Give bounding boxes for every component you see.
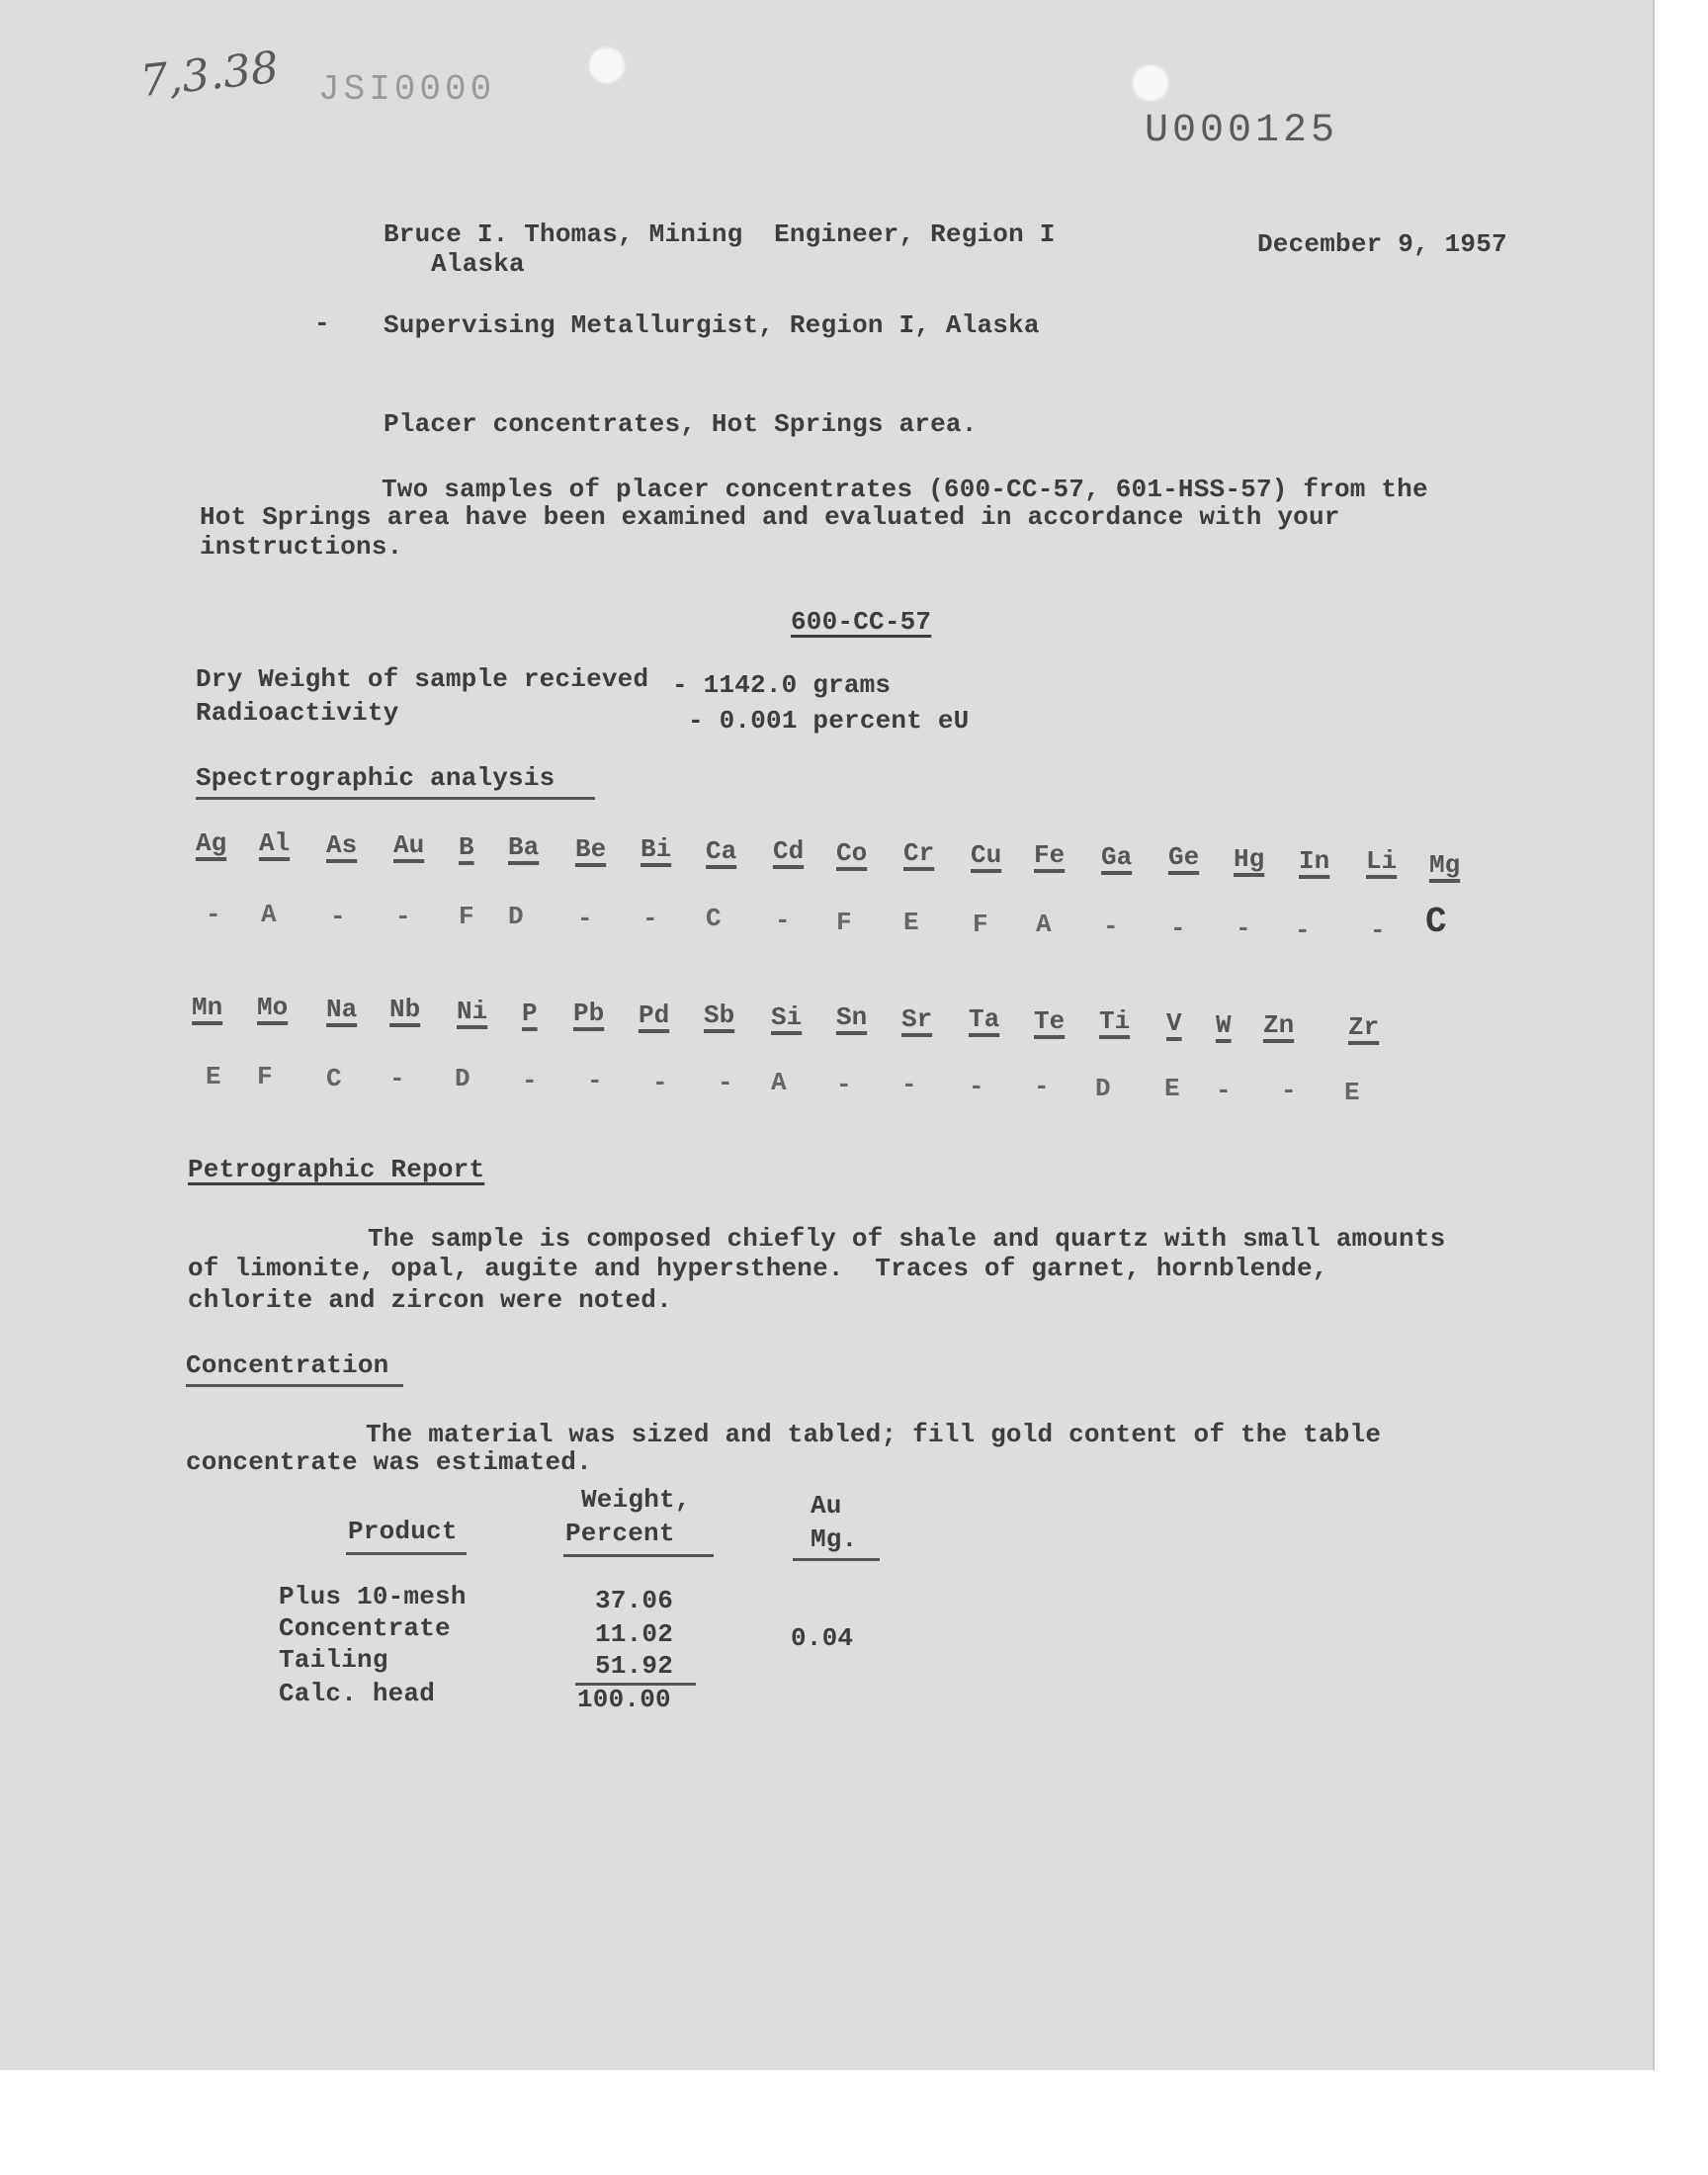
element-mo-1: Mo <box>257 993 289 1022</box>
grade-dash-17: - <box>1281 1076 1297 1105</box>
sample-id-heading: 600-CC-57 <box>791 607 932 637</box>
grade-d-14: D <box>1095 1074 1111 1103</box>
row-weight-4: 100.00 <box>577 1685 671 1714</box>
petro-line-2: of limonite, opal, augite and hypersthene. Traces of garnet, hornblende, <box>188 1254 1328 1283</box>
element-li-18: Li <box>1366 846 1398 876</box>
grade-c-8: C <box>706 904 722 933</box>
element-pb-6: Pb <box>573 999 605 1028</box>
spectro-heading-underline <box>196 797 595 800</box>
grade-a-13: A <box>1036 910 1052 939</box>
memo-date: December 9, 1957 <box>1257 229 1507 259</box>
grade-a-9: A <box>771 1068 787 1097</box>
grade-dash-6: - <box>577 904 593 933</box>
element-au-3: Au <box>393 830 425 860</box>
grade-dash-10: - <box>836 1070 852 1099</box>
col-au-header-1: Au <box>811 1491 842 1521</box>
element-in-17: In <box>1299 846 1330 876</box>
element-w-16: W <box>1216 1010 1232 1040</box>
element-al-1: Al <box>259 828 291 858</box>
grade-dash-5: - <box>522 1066 538 1095</box>
row-product-2: Concentrate <box>279 1613 451 1643</box>
element-cd-9: Cd <box>773 836 805 866</box>
grade-dash-3: - <box>395 902 411 931</box>
from-dash: - <box>314 308 330 338</box>
grade-dash-9: - <box>775 906 791 935</box>
grade-d-4: D <box>455 1064 470 1093</box>
grade-dash-18: - <box>1370 915 1386 945</box>
concentration-heading: Concentration <box>186 1350 389 1380</box>
element-ba-5: Ba <box>508 832 540 862</box>
row-weight-2: 11.02 <box>595 1619 674 1649</box>
faint-stamp-number: JSI0000 <box>318 69 496 110</box>
grade-dash-6: - <box>587 1066 603 1095</box>
element-sn-10: Sn <box>836 1002 868 1032</box>
element-as-2: As <box>326 830 358 860</box>
element-bi-7: Bi <box>640 834 672 864</box>
element-si-9: Si <box>771 1002 803 1032</box>
grade-dash-8: - <box>718 1068 733 1097</box>
grade-dash-16: - <box>1236 914 1251 943</box>
element-co-10: Co <box>836 838 868 868</box>
row-product-4: Calc. head <box>279 1679 436 1708</box>
row-weight-3: 51.92 <box>595 1651 674 1681</box>
element-fe-13: Fe <box>1034 840 1066 870</box>
grade-c-2: C <box>326 1064 342 1093</box>
subject-line: Placer concentrates, Hot Springs area. <box>384 409 978 439</box>
element-zn-17: Zn <box>1263 1010 1295 1040</box>
petro-heading: Petrographic Report <box>188 1155 485 1184</box>
grade-e-0: E <box>206 1062 221 1091</box>
grade-f-4: F <box>459 902 474 931</box>
intro-line-1: Two samples of placer concentrates (600-CC-57, 601-HSS-57) from the <box>382 475 1428 504</box>
grade-dash-7: - <box>652 1068 668 1097</box>
element-sb-8: Sb <box>704 1000 735 1030</box>
concentration-line-1: The material was sized and tabled; fill gold content of the table <box>366 1420 1382 1449</box>
petro-line-1: The sample is composed chiefly of shale and quartz with small amounts <box>368 1224 1446 1254</box>
grade-dash-0: - <box>206 900 221 929</box>
col-au-header-2: Mg. <box>811 1524 858 1554</box>
grade-c-19: C <box>1425 902 1447 942</box>
au-header-underline <box>793 1558 880 1561</box>
grade-dash-13: - <box>1034 1072 1050 1101</box>
element-ti-14: Ti <box>1099 1006 1131 1036</box>
element-na-2: Na <box>326 995 358 1024</box>
element-hg-16: Hg <box>1234 844 1265 874</box>
col-weight-header-2: Percent <box>565 1519 675 1548</box>
grade-e-11: E <box>903 908 919 937</box>
grade-d-5: D <box>508 902 524 931</box>
petro-line-3: chlorite and zircon were noted. <box>188 1285 672 1315</box>
element-pd-7: Pd <box>639 1000 670 1030</box>
element-ta-12: Ta <box>969 1004 1000 1034</box>
handwritten-reference: 7,3.38 <box>137 42 282 108</box>
element-ca-8: Ca <box>706 836 737 866</box>
weight-header-underline <box>563 1554 714 1557</box>
element-mn-0: Mn <box>192 993 223 1022</box>
grade-dash-12: - <box>969 1072 984 1101</box>
grade-dash-16: - <box>1216 1076 1232 1105</box>
element-ag-0: Ag <box>196 828 227 858</box>
grade-dash-2: - <box>330 902 346 931</box>
element-ge-15: Ge <box>1168 842 1200 872</box>
grade-e-18: E <box>1344 1078 1360 1107</box>
concentration-line-2: concentrate was estimated. <box>186 1447 592 1477</box>
col-weight-header-1: Weight, <box>581 1485 691 1515</box>
element-ga-14: Ga <box>1101 842 1133 872</box>
grade-dash-3: - <box>389 1064 405 1093</box>
punch-hole-right <box>1131 63 1170 103</box>
intro-line-3: instructions. <box>200 532 403 562</box>
element-te-13: Te <box>1034 1006 1066 1036</box>
grade-e-15: E <box>1164 1074 1180 1103</box>
element-p-5: P <box>522 999 538 1028</box>
dry-weight-label: Dry Weight of sample recieved <box>196 664 649 694</box>
grade-dash-7: - <box>642 904 658 933</box>
row-au-2: 0.04 <box>791 1623 854 1653</box>
concentration-heading-underline <box>186 1384 403 1387</box>
grade-f-12: F <box>973 910 988 939</box>
intro-line-2: Hot Springs area have been examined and evaluated in accordance with your <box>200 502 1340 532</box>
punch-hole-left <box>587 45 627 85</box>
grade-f-10: F <box>836 908 852 937</box>
row-product-1: Plus 10-mesh <box>279 1582 467 1611</box>
radioactivity-label: Radioactivity <box>196 698 399 728</box>
element-zr-18: Zr <box>1348 1012 1380 1042</box>
row-product-3: Tailing <box>279 1645 388 1675</box>
grade-a-1: A <box>261 900 277 929</box>
element-be-6: Be <box>575 834 607 864</box>
grade-dash-17: - <box>1295 915 1311 945</box>
grade-dash-15: - <box>1170 914 1186 943</box>
radioactivity-value: - 0.001 percent eU <box>688 706 970 736</box>
document-stamp-number: U000125 <box>1145 109 1339 153</box>
spectro-heading: Spectrographic analysis <box>196 763 555 793</box>
element-sr-11: Sr <box>901 1004 933 1034</box>
element-cr-11: Cr <box>903 838 935 868</box>
element-b-4: B <box>459 832 474 862</box>
element-cu-12: Cu <box>971 840 1002 870</box>
element-ni-4: Ni <box>457 997 488 1026</box>
product-header-underline <box>346 1552 467 1555</box>
to-line-1: Bruce I. Thomas, Mining Engineer, Region I <box>384 219 1056 249</box>
dry-weight-value: - 1142.0 grams <box>672 670 892 700</box>
grade-dash-14: - <box>1103 912 1119 941</box>
from-line: Supervising Metallurgist, Region I, Alaska <box>384 310 1040 340</box>
element-v-15: V <box>1166 1008 1182 1038</box>
grade-f-1: F <box>257 1062 273 1091</box>
grade-dash-11: - <box>901 1070 917 1099</box>
col-product-header: Product <box>348 1517 458 1546</box>
element-mg-19: Mg <box>1429 850 1461 880</box>
element-nb-3: Nb <box>389 995 421 1024</box>
row-weight-1: 37.06 <box>595 1586 674 1615</box>
to-line-2: Alaska <box>431 249 525 279</box>
